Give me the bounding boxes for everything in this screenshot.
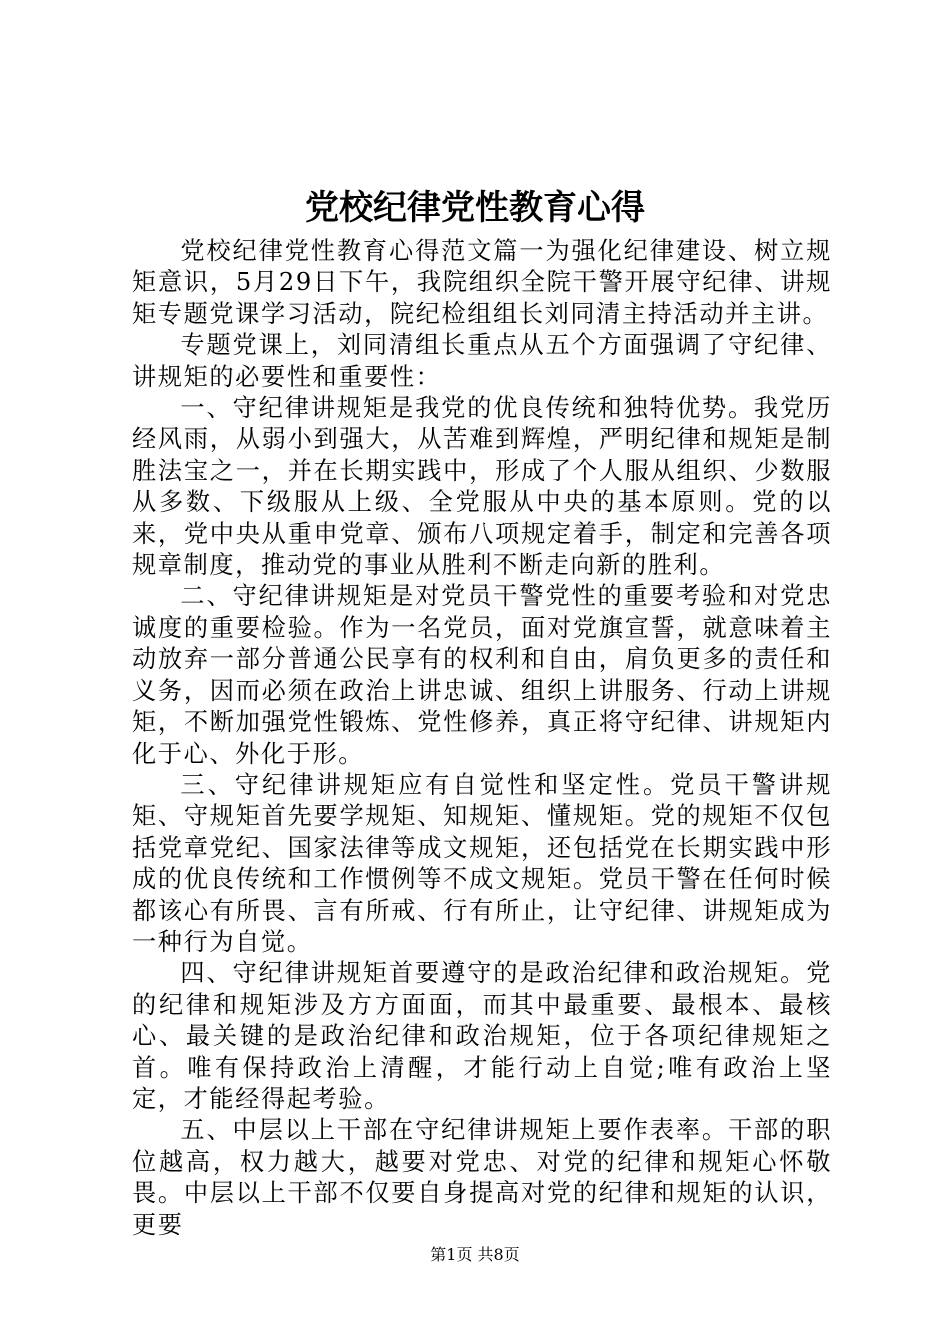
document-title: 党校纪律党性教育心得: [305, 188, 645, 228]
paragraph-intro: 党校纪律党性教育心得范文篇一为强化纪律建设、树立规矩意识，5月29日下午，我院组织全院干警开展守纪律、讲规矩专题党课学习活动，院纪检组组长刘同清主持活动并主讲。: [132, 237, 832, 328]
paragraph-point-4: 四、守纪律讲规矩首要遵守的是政治纪律和政治规矩。党的纪律和规矩涉及方方面面，而其中最重要、最根本、最核心、最关键的是政治纪律和政治规矩，位于各项纪律规矩之首。唯有保持政治上清醒，才能行动上自觉;唯有政治上坚定，才能经得起考验。: [132, 959, 832, 1113]
document-body: [132, 236, 832, 1241]
paragraph-point-3: 三、守纪律讲规矩应有自觉性和坚定性。党员干警讲规矩、守规矩首先要学规矩、知规矩、懂规矩。党的规矩不仅包括党章党纪、国家法律等成文规矩，还包括党在长期实践中形成的优良传统和工作惯例等不成文规矩。党员干警在任何时候都该心有所畏、言有所戒、行有所止，让守纪律、讲规矩成为一种行为自觉。: [132, 770, 832, 956]
page-footer: 第1页 共8页: [430, 1245, 520, 1264]
paragraph-overview: 专题党课上，刘同清组长重点从五个方面强调了守纪律、讲规矩的必要性和重要性：: [132, 331, 832, 391]
paragraph-point-5: 五、中层以上干部在守纪律讲规矩上要作表率。干部的职位越高，权力越大，越要对党忠、对党的纪律和规矩心怀敬畏。中层以上干部不仅要自身提高对党的纪律和规矩的认识，更要: [132, 1116, 832, 1239]
paragraph-point-1: 一、守纪律讲规矩是我党的优良传统和独特优势。我党历经风雨，从弱小到强大，从苦难到辉煌，严明纪律和规矩是制胜法宝之一，并在长期实践中，形成了个人服从组织、少数服从多数、下级服从上级、全党服从中央的基本原则。党的以来，党中央从重申党章、颁布八项规定着手，制定和完善各项规章制度，推动党的事业从胜利不断走向新的胜利。: [132, 394, 832, 580]
paragraph-point-2: 二、守纪律讲规矩是对党员干警党性的重要考验和对党忠诚度的重要检验。作为一名党员，面对党旗宣誓，就意味着主动放弃一部分普通公民享有的权利和自由，肩负更多的责任和义务，因而必须在政治上讲忠诚、组织上讲服务、行动上讲规矩，不断加强党性锻炼、党性修养，真正将守纪律、讲规矩内化于心、外化于形。: [132, 582, 832, 768]
